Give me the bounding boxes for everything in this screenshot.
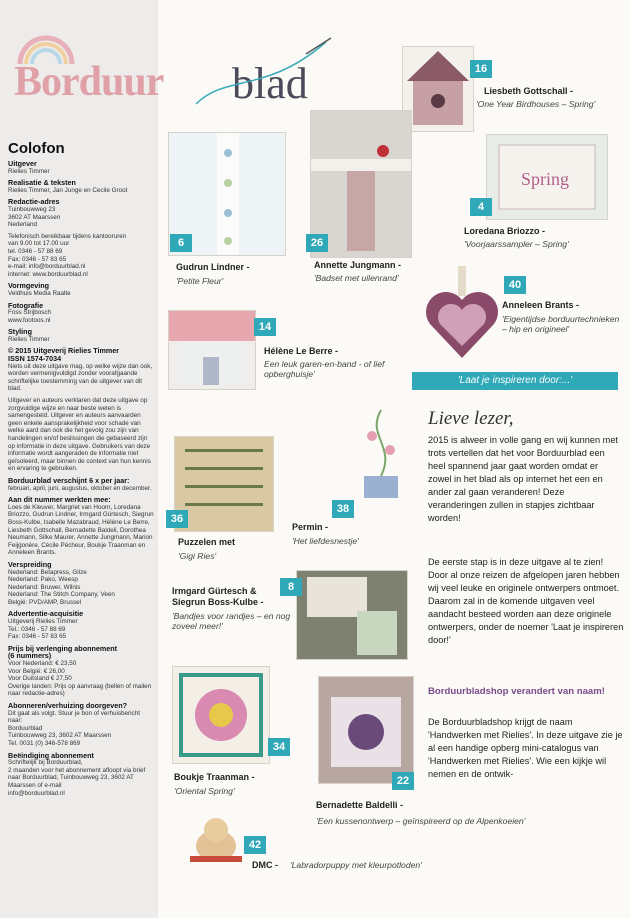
design-title: 'Een kussenontwerp – geïnspireerd op de Alpenkoeien' [316,816,526,826]
colofon-section-text: Voor Nederland: € 23,50 Voor België: € 26,00 Voor Duitsland € 27,50 Overige landen: Prijs op aanvraag (bellen of mailen naar redactie-adres) [8,660,152,698]
colofon-section-text: Uitgever en auteurs verklaren dat deze uitgave op zorgvuldige wijze en naar beste weten is samengesteld. Uitgever en auteurs aanvaarden geen enkele aansprakelijkheid voor schade van welke aard dan ook die het gevolg zou zijn van handelingen en/of beslissingen die gebaseerd zijn op informatie in deze uitgave. Gebruikers van deze informatie wordt aangeraden de informatie niet geïsoleerd, maar binnen de context van hun kennis en ervaring te gebruiken. [8,397,151,473]
colofon-section-text: Foss Strijbosch www.footoos.nl [8,309,52,324]
letter-paragraph-2 [428,556,624,647]
page-badge-14: 14 [254,318,276,336]
design-title: 'One Year Birdhouses – Spring' [476,99,596,109]
ribbons-photo [296,570,408,660]
logo-part-blad: blad [232,59,308,108]
page-badge-16: 16 [470,60,492,78]
designer-name: Hélène Le Berre - [264,346,339,356]
heart-photo [424,266,500,362]
colofon-section-heading: Beëindiging abonnement [8,750,94,760]
letter-paragraph-1 [428,434,624,525]
page-badge-26: 26 [306,234,328,252]
page-badge-8: 8 [280,578,302,596]
colofon-section-heading: Prijs bij verlenging abonnement (6 nummers) [8,643,118,661]
letter-text: De Borduurbladshop krijgt de naam 'Handwerken met Rielies'. In deze uitgave zie je al een handige opberg mini-catalogus van 'Handwerken met Rielies'. Wie een kijkje wil nemen en de ontwik- [428,717,623,779]
sampler-photo [486,134,608,220]
designer-name: DMC - [252,860,278,870]
designer-name: Annette Jungmann - [314,260,401,270]
letter-text: 2015 is alweer in volle gang en wij kunnen met trots vertellen dat het voor Borduurblad een heel spannend jaar gaat worden omdat er zowel in het blad als op internet het een en ander zal gaan veranderen! Deze veranderingen zullen in stapjes zichtbaar worden! [428,435,618,523]
colofon-section-heading: Redactie-adres [8,197,60,207]
design-title: 'Labradorpuppy met kleurpotloden' [290,860,422,870]
colofon-section-text: Tuinbouwweg 23 3602 AT Maarssen Nederland [8,205,61,229]
colofon-section-heading: Fotografie [8,300,44,310]
design-title: 'Gigi Ries' [178,551,217,561]
colofon-section-text: Schriftelijk bij Borduurblad, 2 maanden voor het abonnement afloopt via brief naar Borduurblad, Tuinbouwweg 23, 3602 AT Maarssen of e-mail info@borduurblad.nl [8,759,146,797]
svg-text:Spring: Spring [521,169,570,189]
colofon-section-text: Dit gaat als volgt. Stuur je bon of verhuisbericht naar: Borduurblad Tuinbouwweg 23, 3602 AT Maarssen Tel. 0031 (0) 346-578 869 [8,709,140,747]
colofon-section-text: Loes de Kleuver, Margriet van Hoorn, Loredana Briozzo, Gudrun Lindner, Irmgard Gürtesch, Siegrun Boss-Kulbe, Isabelle Mazabraud, Hélène Le Berre, Liesbeth Gottschall, Bernadette Baldeli, Dorothea Neumann, Silke Maurer, Annette Jungmann, Marion Feijgonère, Cécile Pécheur, Boukje Traanman en Anneleen Brants. [8,503,154,557]
design-title: 'Badset met uilenrand' [314,273,399,283]
colofon-section-heading: Verspreiding [8,559,52,569]
page-badge-22: 22 [392,772,414,790]
birdhouse-photo [402,46,474,132]
design-title: 'Eigentijdse borduurtechnieken – hip en origineel' [502,314,620,334]
designer-name: Loredana Briozzo - [464,226,546,236]
oriental-pattern-photo [172,666,270,764]
letter-paragraph-3 [428,716,624,781]
page-badge-6: 6 [170,234,192,252]
design-title: 'Voorjaarssampler – Spring' [464,239,569,249]
designer-name: Bernadette Baldelli - [316,800,404,810]
colofon-section-heading: Styling [8,327,32,337]
colofon-section-text: Niets uit deze uitgave mag, op welke wijze dan ook, worden vermenigvuldigd zonder voorafgaande schriftelijke toestemming van de uitgever van dit blad. [8,362,153,393]
colofon-section-heading: Advertentie-acquisitie [8,609,84,619]
designer-name: Liesbeth Gottschall - [484,86,574,96]
designer-name: Puzzelen met [178,537,236,547]
colofon-section-text: Telefonisch bereikbaar tijdens kantooruren van 9.00 tot 17.00 uur tel. 0346 - 57 88 69 Fax: 0346 - 57 83 65 e-mail: info@borduurblad.nl internet: www.borduurblad.nl [8,232,127,278]
colofon-section-text: Rielies Timmer [8,335,50,343]
colofon-section-text: Rielies Timmer [8,167,50,175]
shop-heading: Borduurbladshop verandert van naam! [428,686,605,697]
colofon-section-text: Uitgeverij Rielies Timmer Tel.: 0346 - 57 88 69 Fax: 0346 - 57 83 65 [8,618,78,641]
colofon-list [8,160,154,801]
page-badge-42: 42 [244,836,266,854]
borduurblad-logo [6,28,326,118]
colofon-section-heading: Uitgever [8,159,37,168]
cushion-photo [318,676,414,784]
page-badge-40: 40 [504,276,526,294]
design-title: Een leuk garen-en-band - of lief opberghuisje' [264,359,385,379]
house-box-photo [168,310,256,390]
colofon-section-heading: Realisatie & teksten [8,178,76,188]
letter-greeting: Lieve lezer, [428,408,514,429]
colofon-section-heading: Abonneren/verhuizing doorgeven? [8,701,128,710]
colofon-section-heading: Vormgeving [8,281,50,291]
page-badge-34: 34 [268,738,290,756]
design-title: 'Bandjes voor randjes – en nog zoveel meer!' [172,611,291,631]
colofon-title: Colofon [8,140,65,157]
page-badge-4: 4 [470,198,492,216]
designer-name: Gudrun Lindner - [176,262,250,272]
sampler-gigi-photo [174,436,274,532]
designer-name: Irmgard Gürtesch & Siegrun Boss-Kulbe - [172,586,264,607]
puppy-photo [186,812,246,866]
colofon-section-text: februari, april, juni, augustus, oktober en december. [8,484,152,492]
designer-name: Boukje Traanman - [174,772,255,782]
needle-thread-icon [186,34,336,114]
colofon-section-heading: Borduurblad verschijnt 6 x per jaar: [8,475,130,485]
letter-text: De eerste stap is in deze uitgave al te zien! Door al onze reizen de afgelopen jaren hebben wij veel leuke en originele ontwerpers ontmoet. Daarom zal in de komende uitgaven veel aandacht besteed worden aan deze originele ontwerpers, onder de noemer 'Laat je inspireren door!' [428,557,624,645]
design-title: 'Het liefdesnestje' [292,536,359,546]
designer-name: Permin - [292,522,329,532]
inspiration-banner: 'Laat je inspireren door:...' [412,372,618,390]
design-title: 'Petite Fleur' [176,276,224,286]
colofon-section-text: Veldhuis Media Raalte [8,289,71,297]
page-badge-38: 38 [332,500,354,518]
design-title: 'Oriental Spring' [174,786,235,796]
colofon-section-text: Rielies Timmer, Jan Junge en Cecile Groot [8,186,128,194]
logo-part-borduur: Borduur [14,59,164,105]
page-badge-36: 36 [166,510,188,528]
colofon-section-heading: Aan dit nummer werkten mee: [8,495,111,505]
birdnest-photo [356,406,406,502]
designer-name: Anneleen Brants - [502,300,580,310]
colofon-section-heading: © 2015 Uitgeverij Rielies Timmer ISSN 1574-7034 [8,346,120,364]
colofon-section-text: Nederland: Betapress, Gilze Nederland: Pako, Weesp Nederland: Bruwer, Wilnis Nederland: The Stitch Company, Veen België: PVD/AMP, Brussel [8,568,115,606]
